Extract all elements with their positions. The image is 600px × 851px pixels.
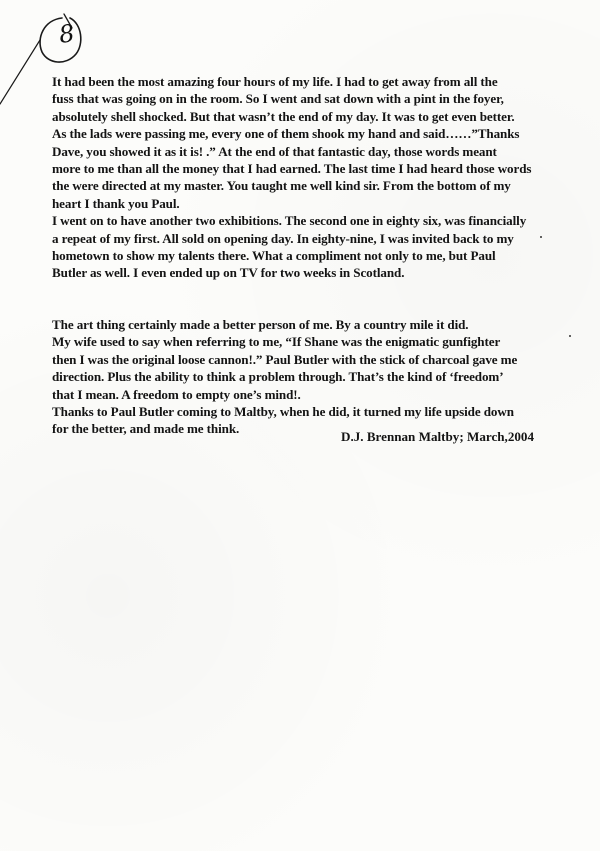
text-line: hometown to show my talents there. What a compliment not only to me, but Paul <box>52 248 496 264</box>
letter-body <box>52 73 582 438</box>
paragraph-gap <box>52 282 582 316</box>
text-line: then I was the original loose cannon!.” Paul Butler with the stick of charcoal gave me <box>52 351 518 367</box>
page-number: 8 <box>57 19 77 49</box>
text-line: a repeat of my first. All sold on opening day. In eighty-nine, I was invited back to my <box>52 230 514 246</box>
text-line: that I mean. A freedom to empty one’s mind!. <box>52 386 301 402</box>
text-line: absolutely shell shocked. But that wasn’t the end of my day. It was to get even better. <box>52 108 515 124</box>
text-line: for the better, and made me think. <box>52 421 240 437</box>
text-line: the were directed at my master. You taught me well kind sir. From the bottom of my <box>52 178 511 194</box>
text-line: The art thing certainly made a better person of me. By a country mile it did. <box>52 316 469 332</box>
text-line: heart I thank you Paul. <box>52 195 180 211</box>
text-line: I went on to have another two exhibitions. The second one in eighty six, was financially <box>52 213 527 229</box>
text-line: My wife used to say when referring to me, “If Shane was the enigmatic gunfighter <box>52 334 501 350</box>
text-line: As the lads were passing me, every one of them shook my hand and said……”Thanks <box>52 126 520 142</box>
scan-speck <box>540 236 542 238</box>
text-line: It had been the most amazing four hours of my life. I had to get away from all the <box>52 74 498 89</box>
text-line: Dave, you showed it as it is! .” At the end of that fantastic day, those words meant <box>52 143 497 159</box>
text-line: more to me than all the money that I had earned. The last time I had heard those words <box>52 161 532 177</box>
text-line: Thanks to Paul Butler coming to Maltby, when he did, it turned my life upside down <box>52 403 514 419</box>
paragraph <box>52 73 582 282</box>
signature-line: D.J. Brennan Maltby; March,2004 <box>341 429 535 444</box>
scan-speck <box>569 335 571 337</box>
paragraph <box>52 316 582 438</box>
text-line: fuss that was going on in the room. So I went and sat down with a pint in the foyer, <box>52 91 504 107</box>
text-line: direction. Plus the ability to think a problem through. That’s the kind of ‘freedom’ <box>52 369 504 385</box>
text-line: Butler as well. I even ended up on TV for two weeks in Scotland. <box>52 265 405 281</box>
